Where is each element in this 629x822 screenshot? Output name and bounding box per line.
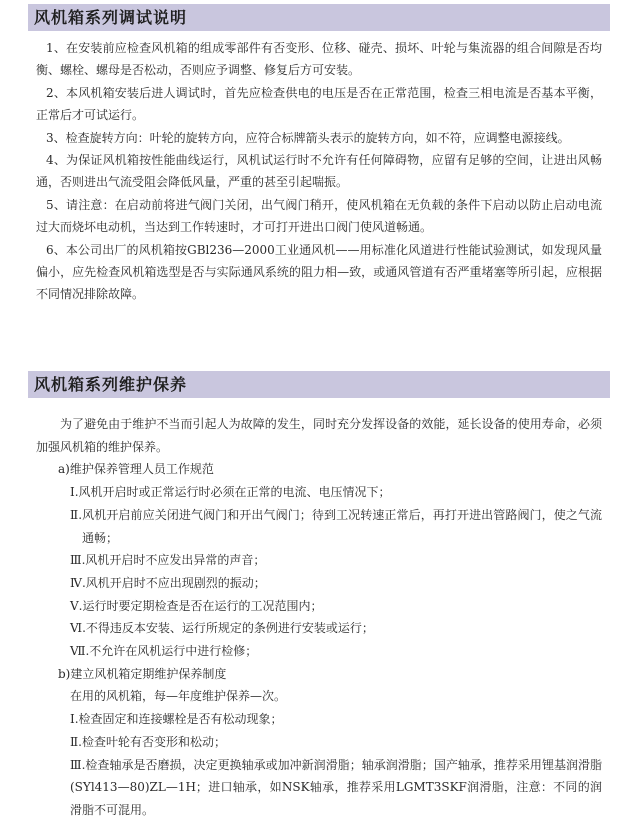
debugging-step-4: 4、为保证风机箱按性能曲线运行，风机试运行时不允许有任何障碍物，应留有足够的空间，让进出风畅通，否则进出气流受阻会降低风量，严重的甚至引起喘振。 xyxy=(36,153,602,190)
debugging-step-1: 1、在安装前应检查风机箱的组成零部件有否变形、位移、碰壳、损坏、叶轮与集流器的组合间隙是否均衡、螺栓、螺母是否松动，否则应予调整、修复后方可安装。 xyxy=(36,41,602,78)
part-b-item-1: Ⅰ.检查固定和连接螺栓是否有松动现象； xyxy=(70,712,283,727)
part-b-item-2: Ⅱ.检查叶轮有否变形和松动； xyxy=(70,734,226,749)
part-a-heading: a)维护保养管理人员工作规范 xyxy=(58,462,214,477)
debugging-step-6: 6、本公司出厂的风机箱按GBl236—2000工业通风机——用标准化风道进行性能试验测试，如发现风量偏小，应先检查风机箱选型是否与实际通风系统的阻力相—致，或通风管道有否严重堵塞等所引起，应根据不同情况排除故障。 xyxy=(36,242,602,302)
part-a-item-2: Ⅱ.风机开启前应关闭进气阀门和开出气阀门；待到工况转速正常后，再打开进出管路阀门，使之气流通畅； xyxy=(70,507,602,545)
debugging-instructions xyxy=(36,37,602,306)
maintenance-instructions xyxy=(36,413,602,822)
section-title-maintenance: 风机箱系列维护保养 xyxy=(28,371,610,398)
debugging-step-5: 5、请注意：在启动前将进气阀门关闭，出气阀门稍开，使风机箱在无负载的条件下启动以防止启动电流过大而烧坏电动机，当达到工作转速时，才可打开进出口阀门使风道畅通。 xyxy=(36,197,602,235)
part-a-item-6: Ⅵ.不得违反本安装、运行所规定的条例进行安装或运行； xyxy=(70,621,374,636)
part-b-heading: b)建立风机箱定期维护保养制度 xyxy=(58,666,227,681)
part-a-item-7: Ⅶ.不允许在风机运行中进行检修； xyxy=(70,644,258,659)
part-a-item-5: Ⅴ.运行时要定期检查是否在运行的工况范围内； xyxy=(70,598,323,613)
debugging-step-3: 3、检查旋转方向：叶轮的旋转方向，应符合标牌箭头表示的旋转方向，如不符，应调整电源接线。 xyxy=(46,130,570,145)
section-title-debugging: 风机箱系列调试说明 xyxy=(28,4,610,31)
maintenance-intro: 为了避免由于维护不当而引起人为故障的发生，同时充分发挥设备的效能，延长设备的使用寿命，必须加强风机箱的维护保养。 xyxy=(36,417,602,454)
part-b-item-3: Ⅲ.检查轴承是否磨损，决定更换轴承或加冲新润滑脂；轴承润滑脂；国产轴承，推荐采用锂基润滑脂(SYl413—80)ZL—1H；进口轴承，如NSK轴承，推荐采用LGMT3SKF润滑脂，注意：不同的润滑脂不可混用。 xyxy=(70,757,603,817)
part-a-item-4: Ⅳ.风机开启时不应出现剧烈的振动； xyxy=(70,575,266,590)
debugging-step-2: 2、本风机箱安装后进人调试时，首先应检查供电的电压是否在正常范围，检查三相电流是否基本平衡，正常后才可试运行。 xyxy=(36,85,602,123)
part-b-note: 在用的风机箱，每—年度维护保养—次。 xyxy=(70,689,287,704)
part-a-item-3: Ⅲ.风机开启时不应发出异常的声音； xyxy=(70,553,266,568)
part-a-item-1: Ⅰ.风机开启时或正常运行时必须在正常的电流、电压情况下； xyxy=(70,485,391,500)
